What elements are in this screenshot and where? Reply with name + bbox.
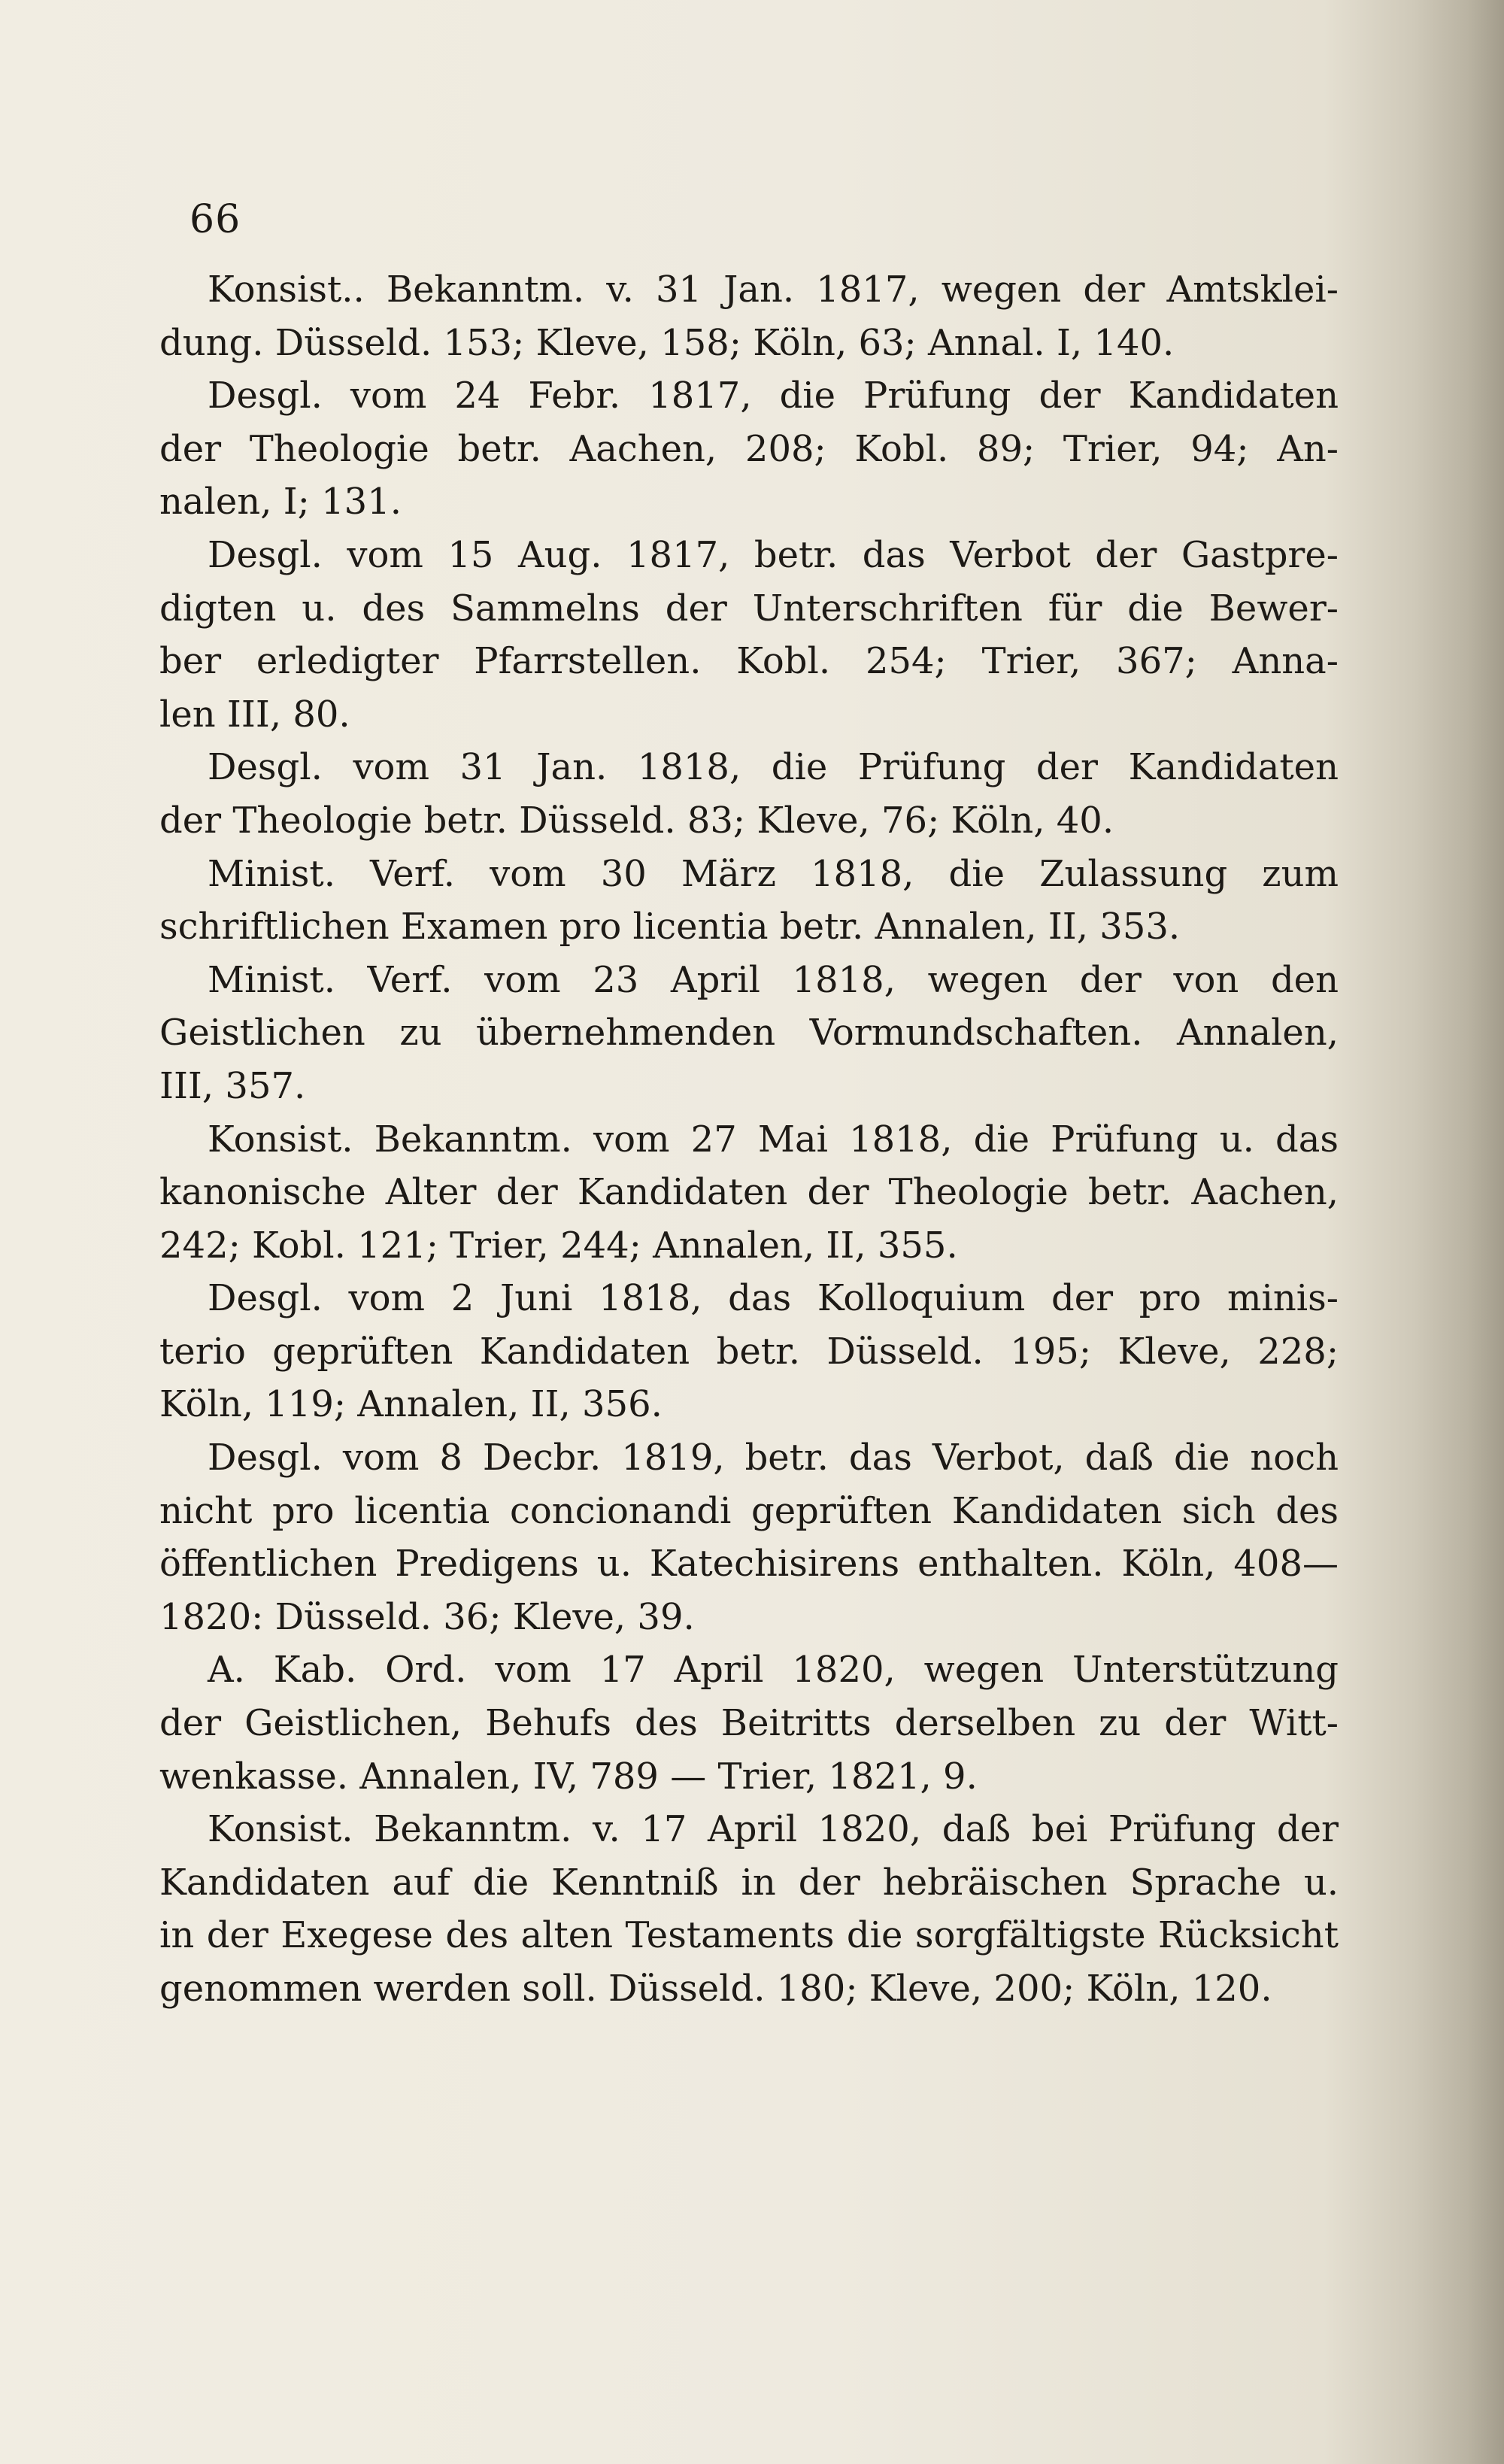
text-line: wenkasse. Annalen, IV, 789 — Trier, 1821, 9. — [159, 1755, 978, 1798]
text-line: der Theologie betr. Düsseld. 83; Kleve, 76; Köln, 40. — [159, 799, 1114, 842]
text-line: Desgl. vom 2 Juni 1818, das Kolloquium der pro minis- — [208, 1277, 1339, 1320]
text-line: Desgl. vom 15 Aug. 1817, betr. das Verbot der Gastpre- — [208, 533, 1339, 576]
text-line: Desgl. vom 31 Jan. 1818, die Prüfung der Kandidaten — [208, 746, 1339, 789]
text-line: 1820: Düsseld. 36; Kleve, 39. — [159, 1595, 695, 1638]
text-line: 242; Kobl. 121; Trier, 244; Annalen, II, 355. — [159, 1224, 958, 1267]
text-line: kanonische Alter der Kandidaten der Theologie betr. Aachen, — [159, 1171, 1339, 1214]
text-line: digten u. des Sammelns der Unterschriften für die Bewer- — [159, 587, 1339, 630]
text-line: III, 357. — [159, 1064, 306, 1107]
text-line: Minist. Verf. vom 30 März 1818, die Zulassung zum — [208, 852, 1339, 895]
text-line: nicht pro licentia concionandi geprüften Kandidaten sich des — [159, 1489, 1339, 1532]
text-line: dung. Düsseld. 153; Kleve, 158; Köln, 63; Annal. I, 140. — [159, 321, 1175, 364]
text-line: Minist. Verf. vom 23 April 1818, wegen der von den — [208, 958, 1339, 1001]
page-gutter-shadow — [1414, 0, 1504, 2464]
text-line: nalen, I; 131. — [159, 481, 402, 523]
text-line: Geistlichen zu übernehmenden Vormundschaften. Annalen, — [159, 1012, 1339, 1054]
text-line: ber erledigter Pfarrstellen. Kobl. 254; Trier, 367; Anna- — [159, 640, 1339, 683]
text-line: der Theologie betr. Aachen, 208; Kobl. 89; Trier, 94; An- — [159, 427, 1339, 470]
text-line: Desgl. vom 24 Febr. 1817, die Prüfung der Kandidaten — [208, 375, 1339, 417]
text-line: in der Exegese des alten Testaments die sorgfältigste Rücksicht — [159, 1914, 1339, 1957]
body-text — [159, 263, 1339, 2016]
text-line: A. Kab. Ord. vom 17 April 1820, wegen Unterstützung — [208, 1649, 1339, 1692]
text-line: terio geprüften Kandidaten betr. Düsseld. 195; Kleve, 228; — [159, 1330, 1339, 1373]
text-line: Köln, 119; Annalen, II, 356. — [159, 1383, 663, 1426]
page-number: 66 — [190, 197, 241, 242]
text-line: Kandidaten auf die Kenntniß in der hebräischen Sprache u. — [159, 1861, 1339, 1904]
text-line: Konsist.. Bekanntm. v. 31 Jan. 1817, wegen der Amtsklei- — [208, 269, 1339, 311]
text-line: genommen werden soll. Düsseld. 180; Kleve, 200; Köln, 120. — [159, 1968, 1272, 2010]
text-line: Konsist. Bekanntm. vom 27 Mai 1818, die Prüfung u. das — [208, 1118, 1339, 1161]
text-line: Desgl. vom 8 Decbr. 1819, betr. das Verbot, daß die noch — [208, 1437, 1339, 1479]
text-line: öffentlichen Predigens u. Katechisirens enthalten. Köln, 408— — [159, 1543, 1339, 1586]
text-line: schriftlichen Examen pro licentia betr. Annalen, II, 353. — [159, 906, 1181, 948]
text-line: Konsist. Bekanntm. v. 17 April 1820, daß bei Prüfung der — [208, 1808, 1339, 1851]
text-line: len III, 80. — [159, 693, 350, 736]
text-line: der Geistlichen, Behufs des Beitritts derselben zu der Witt- — [159, 1702, 1339, 1745]
